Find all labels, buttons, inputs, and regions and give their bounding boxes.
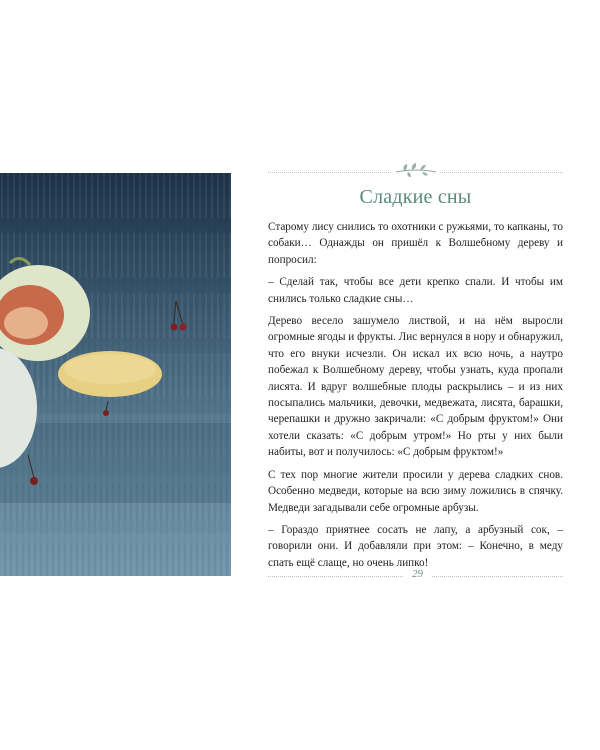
bottom-divider-right [432, 576, 563, 578]
paragraph: Дерево весело зашумело листвой, и на нём выросли огромные ягоды и фрукты. Лис вернулся в нору и обнаружил, что его внуки исчезли. Он искал их всю ночь, а наутро побежал к Волшебному дереву, чтобы узнать, куда пропали лисята. И вдруг волшебные плоды раскрылись – и из них посыпались мальчики, девочки, медвежата, лисята, барашки, черепашки и дружно закричали: «С добрым фруктом!» Они хотели сказать: «С добрым утром!» Но рты у них были набиты, вот и получилось: «С добрым фруктом!» [268, 315, 563, 459]
leaf-sprig-icon [392, 161, 440, 179]
lemon-fruit [58, 351, 162, 397]
paragraph: – Сделай так, чтобы все дети крепко спали. И чтобы им снились только сладкие сны… [268, 276, 563, 305]
paragraph: – Гораздо приятнее сосать не лапу, а арбузный сок, – говорили они. И добавляли при этом: – Конечно, в меду спать ещё слаще, но очень липко! [268, 523, 563, 569]
story-text [268, 219, 563, 577]
paragraph: Старому лису снились то охотники с ружьями, то капканы, то собаки… Однажды он пришёл к Волшебному дереву и попросил: [268, 221, 563, 266]
paragraph: С тех пор многие жители просили у дерева сладких снов. Особенно медведи, которые на всю зиму ложились в спячку. Медведи загадывали себе огромные арбузы. [268, 468, 563, 514]
illustration [0, 173, 231, 576]
bottom-divider-left [268, 576, 403, 578]
page-number: 29 [412, 568, 423, 580]
page-title: Сладкие сны [359, 186, 472, 208]
